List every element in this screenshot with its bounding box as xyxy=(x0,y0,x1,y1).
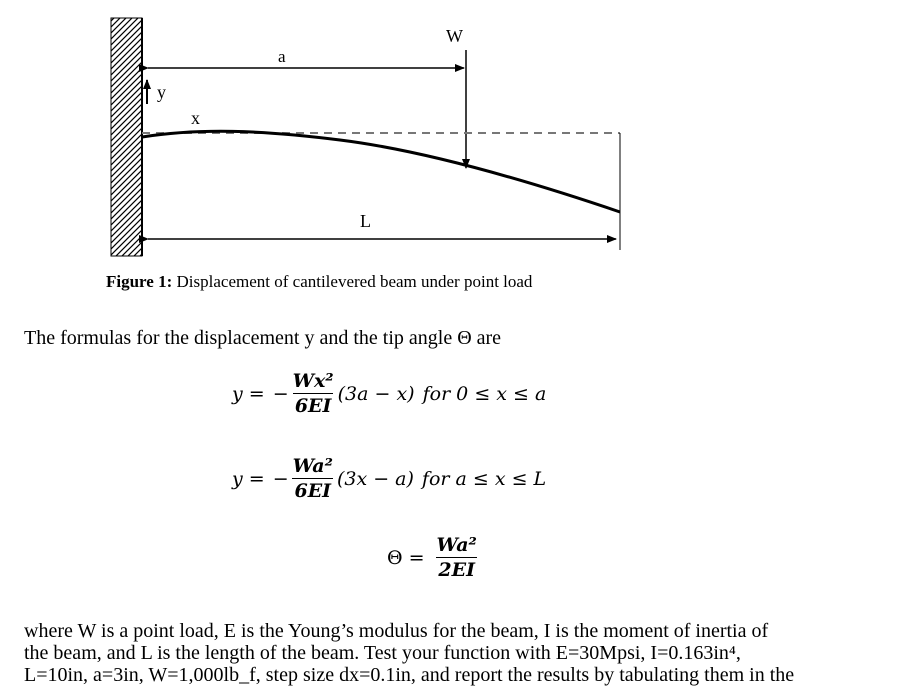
equation-2 xyxy=(232,455,546,502)
label-W: W xyxy=(446,26,463,46)
label-x: x xyxy=(191,108,200,128)
figure-caption xyxy=(106,272,532,292)
label-y: y xyxy=(157,82,166,102)
eq1-denominator: 6EI xyxy=(294,395,332,417)
figure-caption-label: Figure 1: xyxy=(106,272,173,291)
figure-caption-text: Displacement of cantilevered beam under point load xyxy=(176,272,533,291)
eq1-factor: (3a − x) xyxy=(337,382,415,405)
equation-1 xyxy=(232,370,546,417)
label-a: a xyxy=(278,47,286,66)
paragraph-line-3: L=10in, a=3in, W=1,000lb_f, step size dx=0.1in, and report the results by tabulating them in the xyxy=(24,664,795,686)
eq1-condition: for 0 ≤ x ≤ a xyxy=(422,382,547,405)
paragraph-line-1: where W is a point load, E is the Young’s modulus for the beam, I is the moment of inertia of xyxy=(24,620,769,642)
eq2-lhs: y = xyxy=(232,467,265,490)
eq2-denominator: 6EI xyxy=(294,480,332,502)
equation-3 xyxy=(387,534,481,581)
eq3-denominator: 2EI xyxy=(438,559,475,581)
intro-text: The formulas for the displacement y and the tip angle Θ are xyxy=(24,327,502,349)
eq2-numerator: Wa² xyxy=(292,455,333,477)
paragraph-line-2: the beam, and L is the length of the beam. Test your function with E=30Mpsi, I=0.163in⁴, xyxy=(24,642,741,664)
wall-hatch xyxy=(111,18,142,256)
eq2-sign: − xyxy=(272,467,289,490)
eq2-condition: for a ≤ x ≤ L xyxy=(421,467,547,490)
eq1-lhs: y = xyxy=(232,382,265,405)
eq3-numerator: Wa² xyxy=(436,534,477,556)
deflected-beam xyxy=(142,131,620,212)
eq3-fraction xyxy=(435,534,479,581)
eq1-sign: − xyxy=(272,382,289,405)
beam-figure xyxy=(0,0,900,270)
eq3-lhs: Θ = xyxy=(387,546,425,569)
label-L: L xyxy=(360,211,371,231)
eq1-numerator: Wx² xyxy=(292,370,334,392)
eq1-fraction xyxy=(291,370,336,417)
eq2-factor: (3x − a) xyxy=(336,467,414,490)
description-paragraph xyxy=(24,620,884,686)
eq2-fraction xyxy=(291,455,335,502)
